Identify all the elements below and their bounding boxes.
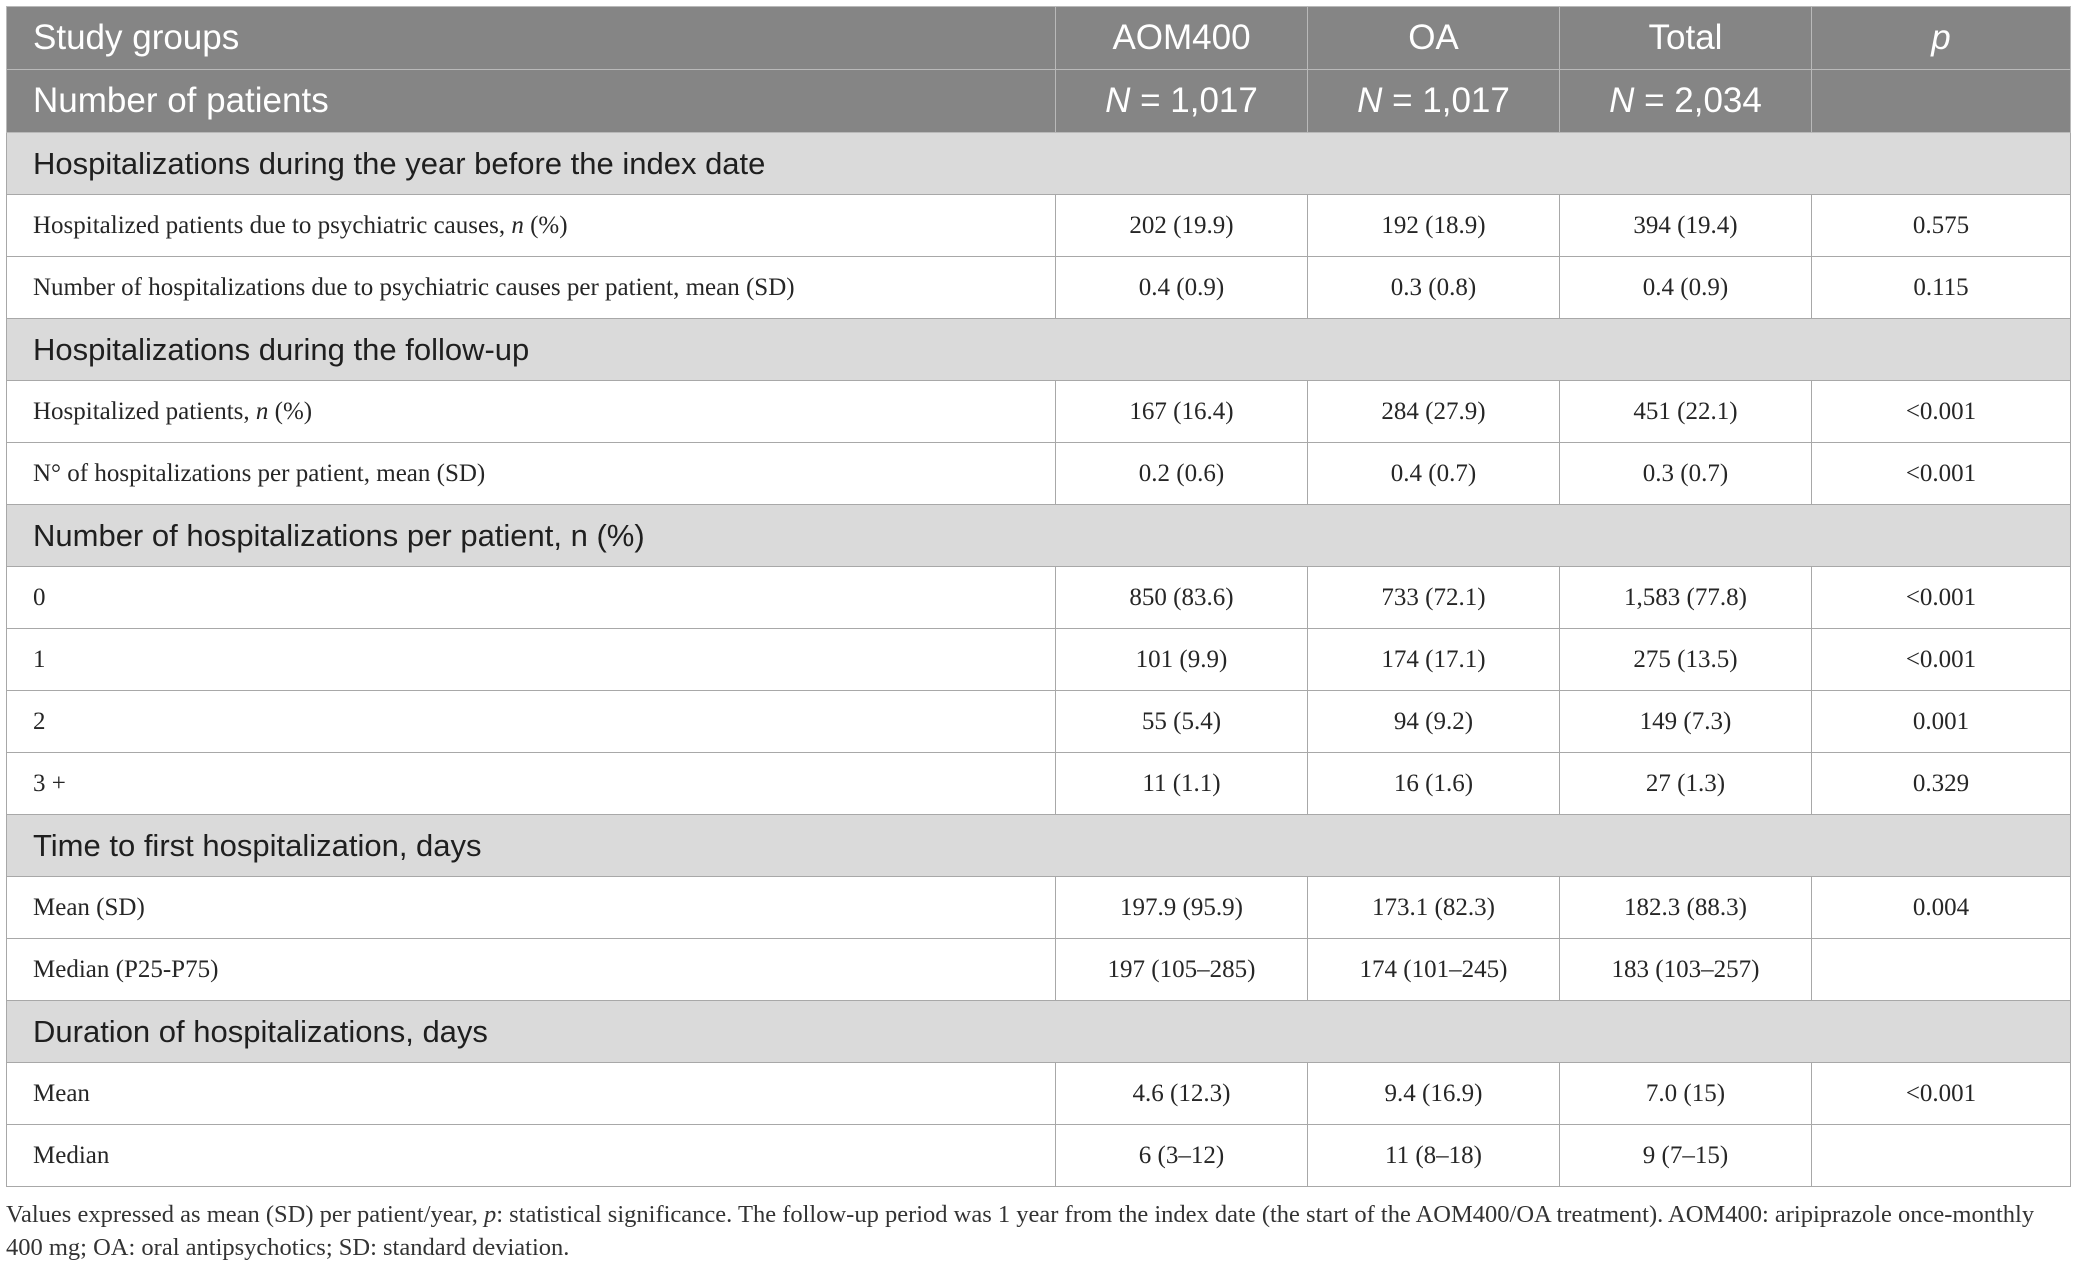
- p-value-cell: 0.575: [1812, 195, 2071, 257]
- footnote-text: Values expressed as mean (SD) per patient/year,: [6, 1201, 484, 1228]
- value-cell: 149 (7.3): [1560, 691, 1812, 753]
- row-label-part: Number of hospitalizations due to psychiatric causes per patient, mean (SD): [33, 273, 795, 301]
- value-cell: 7.0 (15): [1560, 1063, 1812, 1125]
- row-label-part: Hospitalized patients,: [33, 397, 256, 425]
- row-label-part: (%): [268, 397, 313, 425]
- table-row: [7, 1063, 2071, 1125]
- header-cell: AOM400: [1056, 7, 1308, 70]
- row-label: [7, 195, 1056, 257]
- p-value-cell: [1812, 939, 2071, 1001]
- value-cell: 173.1 (82.3): [1308, 877, 1560, 939]
- value-cell: 394 (19.4): [1560, 195, 1812, 257]
- footnote-text: : statistical significance. The follow-up period was 1 year from the index date (the start of the AOM400/OA treatment). AOM400: aripiprazole once-monthly 400 mg; OA: oral antipsychotics; SD: standard deviation.: [6, 1201, 2035, 1261]
- p-value-cell: 0.329: [1812, 753, 2071, 815]
- row-label-part: Median (P25-P75): [33, 955, 219, 983]
- table-row: [7, 567, 2071, 629]
- row-label: [7, 877, 1056, 939]
- row-label: [7, 381, 1056, 443]
- table-body: [7, 7, 2071, 1187]
- header-cell: OA: [1308, 7, 1560, 70]
- row-label: [7, 939, 1056, 1001]
- value-cell: 11 (1.1): [1056, 753, 1308, 815]
- value-cell: 9.4 (16.9): [1308, 1063, 1560, 1125]
- value-cell: 0.3 (0.8): [1308, 257, 1560, 319]
- section-header-row: [7, 1001, 2071, 1063]
- header-row-groups: [7, 7, 2071, 70]
- row-label: [7, 753, 1056, 815]
- table-row: [7, 939, 2071, 1001]
- value-cell: 101 (9.9): [1056, 629, 1308, 691]
- value-cell: 202 (19.9): [1056, 195, 1308, 257]
- table-row: [7, 195, 2071, 257]
- table-row: [7, 381, 2071, 443]
- footnote-p: p: [483, 1201, 497, 1228]
- value-cell: 174 (17.1): [1308, 629, 1560, 691]
- section-title: Hospitalizations during the follow-up: [7, 319, 2071, 381]
- row-label-part: 3 +: [33, 769, 66, 797]
- value-cell: 192 (18.9): [1308, 195, 1560, 257]
- value-cell: 284 (27.9): [1308, 381, 1560, 443]
- p-value-cell: <0.001: [1812, 567, 2071, 629]
- row-label-part: 0: [33, 583, 46, 611]
- row-label-part: (%): [523, 211, 568, 239]
- row-label-part: n: [255, 397, 269, 425]
- hospitalization-table: [6, 6, 2071, 1187]
- value-cell: 733 (72.1): [1308, 567, 1560, 629]
- value-cell: 0.4 (0.9): [1560, 257, 1812, 319]
- header-cell: Number of patients: [7, 70, 1056, 133]
- table-row: [7, 691, 2071, 753]
- p-value-cell: 0.004: [1812, 877, 2071, 939]
- value-cell: 6 (3–12): [1056, 1125, 1308, 1187]
- header-cell: [1812, 70, 2071, 133]
- p-value-cell: <0.001: [1812, 629, 2071, 691]
- p-value-cell: <0.001: [1812, 1063, 2071, 1125]
- value-cell: 174 (101–245): [1308, 939, 1560, 1001]
- p-value-cell: 0.001: [1812, 691, 2071, 753]
- p-value-cell: 0.115: [1812, 257, 2071, 319]
- section-header-row: [7, 815, 2071, 877]
- header-cell: p: [1812, 7, 2071, 70]
- p-value-cell: <0.001: [1812, 443, 2071, 505]
- header-n-value: = 2,034: [1634, 81, 1762, 120]
- p-value-cell: [1812, 1125, 2071, 1187]
- value-cell: 4.6 (12.3): [1056, 1063, 1308, 1125]
- table-row: [7, 753, 2071, 815]
- section-title: Number of hospitalizations per patient, n (%): [7, 505, 2071, 567]
- row-label-part: Mean: [33, 1079, 90, 1107]
- value-cell: 451 (22.1): [1560, 381, 1812, 443]
- value-cell: 9 (7–15): [1560, 1125, 1812, 1187]
- section-title: Hospitalizations during the year before the index date: [7, 133, 2071, 195]
- table-row: [7, 877, 2071, 939]
- value-cell: 11 (8–18): [1308, 1125, 1560, 1187]
- row-label: [7, 443, 1056, 505]
- value-cell: 1,583 (77.8): [1560, 567, 1812, 629]
- row-label-part: Hospitalized patients due to psychiatric causes,: [33, 211, 512, 239]
- row-label-part: 1: [33, 645, 46, 673]
- section-header-row: [7, 133, 2071, 195]
- value-cell: 197.9 (95.9): [1056, 877, 1308, 939]
- row-label-part: 2: [33, 707, 46, 735]
- row-label: [7, 691, 1056, 753]
- row-label: [7, 1063, 1056, 1125]
- value-cell: 197 (105–285): [1056, 939, 1308, 1001]
- row-label: [7, 567, 1056, 629]
- value-cell: 55 (5.4): [1056, 691, 1308, 753]
- table-row: [7, 629, 2071, 691]
- header-cell: Study groups: [7, 7, 1056, 70]
- header-row-patients: [7, 70, 2071, 133]
- header-cell: Total: [1560, 7, 1812, 70]
- value-cell: 167 (16.4): [1056, 381, 1308, 443]
- value-cell: 0.2 (0.6): [1056, 443, 1308, 505]
- value-cell: 0.4 (0.9): [1056, 257, 1308, 319]
- value-cell: 94 (9.2): [1308, 691, 1560, 753]
- p-value-cell: <0.001: [1812, 381, 2071, 443]
- header-n-value: = 1,017: [1130, 81, 1258, 120]
- row-label: [7, 629, 1056, 691]
- header-cell: N = 1,017: [1056, 70, 1308, 133]
- row-label: [7, 257, 1056, 319]
- value-cell: 16 (1.6): [1308, 753, 1560, 815]
- row-label-part: n: [511, 211, 524, 239]
- table-footnote: [6, 1198, 2066, 1264]
- table-row: [7, 443, 2071, 505]
- row-label-part: Median: [33, 1141, 110, 1169]
- header-cell: N = 2,034: [1560, 70, 1812, 133]
- row-label-part: N° of hospitalizations per patient, mean (SD): [33, 459, 486, 487]
- value-cell: 27 (1.3): [1560, 753, 1812, 815]
- value-cell: 183 (103–257): [1560, 939, 1812, 1001]
- section-title: Duration of hospitalizations, days: [7, 1001, 2071, 1063]
- row-label: [7, 1125, 1056, 1187]
- table-row: [7, 257, 2071, 319]
- value-cell: 182.3 (88.3): [1560, 877, 1812, 939]
- value-cell: 0.3 (0.7): [1560, 443, 1812, 505]
- table-row: [7, 1125, 2071, 1187]
- value-cell: 850 (83.6): [1056, 567, 1308, 629]
- header-cell: N = 1,017: [1308, 70, 1560, 133]
- value-cell: 275 (13.5): [1560, 629, 1812, 691]
- row-label-part: Mean (SD): [33, 893, 145, 921]
- section-title: Time to first hospitalization, days: [7, 815, 2071, 877]
- section-header-row: [7, 319, 2071, 381]
- value-cell: 0.4 (0.7): [1308, 443, 1560, 505]
- header-n-value: = 1,017: [1382, 81, 1510, 120]
- section-header-row: [7, 505, 2071, 567]
